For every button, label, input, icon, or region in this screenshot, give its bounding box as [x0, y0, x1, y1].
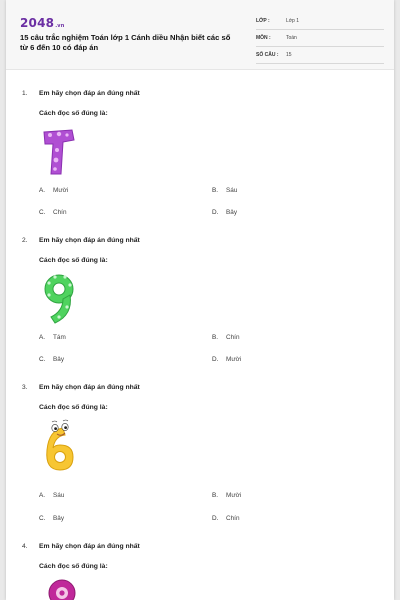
question-number: 2.: [22, 237, 28, 244]
option-d[interactable]: [212, 209, 237, 216]
question-3: [20, 384, 390, 524]
option-text: Chín: [226, 334, 240, 341]
worksheet-header: [6, 0, 394, 70]
option-b[interactable]: [212, 187, 237, 194]
option-c[interactable]: [39, 356, 64, 363]
meta-value: Lớp 1: [286, 18, 300, 24]
option-b[interactable]: [212, 492, 241, 499]
option-c[interactable]: [39, 209, 67, 216]
option-letter: C.: [39, 209, 46, 216]
option-text: Sáu: [53, 492, 65, 499]
meta-key: LỚP :: [256, 18, 270, 24]
option-text: Sáu: [226, 187, 238, 194]
option-text: Bảy: [53, 515, 65, 522]
option-letter: B.: [212, 492, 219, 499]
option-c[interactable]: [39, 515, 64, 522]
question-subprompt: Cách đọc số đúng là:: [39, 563, 108, 570]
question-2: [20, 237, 390, 377]
option-letter: A.: [39, 187, 46, 194]
question-prompt: Em hãy chọn đáp án đúng nhất: [39, 90, 140, 97]
option-b[interactable]: [212, 334, 240, 341]
option-a[interactable]: [39, 492, 64, 499]
option-text: Tám: [53, 334, 66, 341]
question-number: 4.: [22, 543, 28, 550]
question-number: 3.: [22, 384, 28, 391]
option-letter: C.: [39, 515, 46, 522]
option-text: Mười: [226, 492, 242, 499]
question-prompt: Em hãy chọn đáp án đúng nhất: [39, 543, 140, 550]
meta-row-class: [256, 14, 384, 30]
question-prompt: Em hãy chọn đáp án đúng nhất: [39, 237, 140, 244]
question-subprompt: Cách đọc số đúng là:: [39, 404, 108, 411]
option-letter: A.: [39, 492, 46, 499]
yellow-number-6-image: [39, 418, 79, 474]
option-letter: D.: [212, 356, 219, 363]
question-subprompt: Cách đọc số đúng là:: [39, 110, 108, 117]
option-text: Chín: [226, 515, 240, 522]
option-text: Mười: [226, 356, 242, 363]
question-prompt: Em hãy chọn đáp án đúng nhất: [39, 384, 140, 391]
option-text: Mười: [53, 187, 69, 194]
green-number-9-image: [39, 271, 79, 327]
site-logo[interactable]: [20, 16, 65, 30]
purple-number-7-image: [39, 124, 79, 180]
option-text: Bảy: [53, 356, 65, 363]
question-1: [20, 90, 390, 230]
question-number: 1.: [22, 90, 28, 97]
option-letter: C.: [39, 356, 46, 363]
option-text: Chín: [53, 209, 67, 216]
logo-suffix: .vn: [55, 23, 65, 29]
meta-row-count: [256, 48, 384, 64]
pink-number-image: [47, 579, 77, 600]
option-text: Bảy: [226, 209, 238, 216]
option-letter: A.: [39, 334, 46, 341]
option-letter: B.: [212, 334, 219, 341]
question-4: [20, 543, 390, 600]
meta-value: Toán: [286, 35, 297, 41]
option-a[interactable]: [39, 187, 68, 194]
option-letter: D.: [212, 209, 219, 216]
option-d[interactable]: [212, 515, 240, 522]
worksheet-title: 15 câu trắc nghiệm Toán lớp 1 Cánh diều Nhận biết các số từ 6 đến 10 có đáp án: [20, 33, 231, 52]
worksheet-meta: [256, 14, 384, 65]
option-letter: D.: [212, 515, 219, 522]
worksheet-page: [6, 0, 394, 600]
meta-row-subject: [256, 31, 384, 47]
meta-value: 15: [286, 52, 292, 58]
question-subprompt: Cách đọc số đúng là:: [39, 257, 108, 264]
option-d[interactable]: [212, 356, 241, 363]
logo-main: 2048: [20, 16, 55, 30]
meta-key: SỐ CÂU :: [256, 52, 279, 58]
option-letter: B.: [212, 187, 219, 194]
meta-key: MÔN :: [256, 35, 271, 41]
option-a[interactable]: [39, 334, 66, 341]
